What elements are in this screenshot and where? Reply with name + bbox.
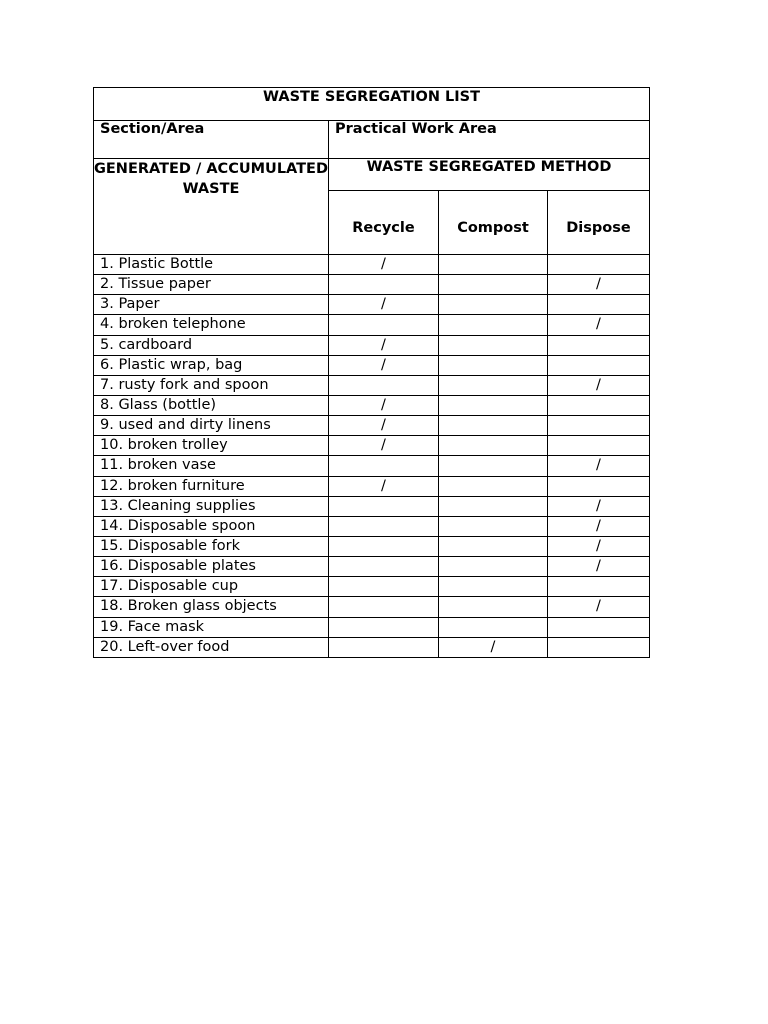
compost-mark xyxy=(439,516,548,536)
compost-mark xyxy=(439,295,548,315)
item-name: 15. Disposable fork xyxy=(94,536,329,556)
table-row xyxy=(94,516,650,536)
compost-mark xyxy=(439,536,548,556)
compost-mark xyxy=(439,395,548,415)
compost-mark xyxy=(439,496,548,516)
compost-mark xyxy=(439,436,548,456)
column-header-recycle: Recycle xyxy=(329,191,439,255)
recycle-mark xyxy=(329,456,439,476)
item-name: 11. broken vase xyxy=(94,456,329,476)
table-row xyxy=(94,295,650,315)
dispose-mark xyxy=(548,295,650,315)
dispose-mark: / xyxy=(548,536,650,556)
recycle-mark xyxy=(329,516,439,536)
item-name: 19. Face mask xyxy=(94,617,329,637)
compost-mark xyxy=(439,456,548,476)
compost-mark xyxy=(439,255,548,275)
dispose-mark xyxy=(548,355,650,375)
compost-mark xyxy=(439,557,548,577)
recycle-mark xyxy=(329,557,439,577)
recycle-mark: / xyxy=(329,436,439,456)
dispose-mark: / xyxy=(548,516,650,536)
column-header-compost: Compost xyxy=(439,191,548,255)
table-row xyxy=(94,315,650,335)
table-row xyxy=(94,577,650,597)
recycle-mark: / xyxy=(329,355,439,375)
item-name: 5. cardboard xyxy=(94,335,329,355)
dispose-mark xyxy=(548,637,650,657)
table-row xyxy=(94,597,650,617)
table-row xyxy=(94,395,650,415)
table-row xyxy=(94,476,650,496)
dispose-mark: / xyxy=(548,597,650,617)
table-row xyxy=(94,617,650,637)
title-row xyxy=(94,88,650,121)
item-name: 17. Disposable cup xyxy=(94,577,329,597)
table-body xyxy=(94,88,650,658)
dispose-mark xyxy=(548,617,650,637)
item-name: 12. broken furniture xyxy=(94,476,329,496)
table-row xyxy=(94,275,650,295)
generated-waste-header: GENERATED / ACCUMULATED WASTE xyxy=(94,159,329,255)
table-row xyxy=(94,496,650,516)
compost-mark xyxy=(439,416,548,436)
compost-mark xyxy=(439,375,548,395)
item-name: 18. Broken glass objects xyxy=(94,597,329,617)
recycle-mark xyxy=(329,536,439,556)
item-name: 14. Disposable spoon xyxy=(94,516,329,536)
recycle-mark xyxy=(329,617,439,637)
recycle-mark xyxy=(329,577,439,597)
recycle-mark xyxy=(329,597,439,617)
waste-segregation-table xyxy=(93,87,650,658)
recycle-mark: / xyxy=(329,295,439,315)
recycle-mark: / xyxy=(329,476,439,496)
recycle-mark xyxy=(329,315,439,335)
recycle-mark: / xyxy=(329,255,439,275)
dispose-mark: / xyxy=(548,315,650,335)
table-row xyxy=(94,355,650,375)
table-row xyxy=(94,416,650,436)
dispose-mark xyxy=(548,335,650,355)
compost-mark xyxy=(439,315,548,335)
dispose-mark xyxy=(548,577,650,597)
compost-mark xyxy=(439,275,548,295)
item-name: 1. Plastic Bottle xyxy=(94,255,329,275)
section-value: Practical Work Area xyxy=(329,121,650,159)
dispose-mark xyxy=(548,436,650,456)
item-name: 6. Plastic wrap, bag xyxy=(94,355,329,375)
recycle-mark: / xyxy=(329,395,439,415)
compost-mark xyxy=(439,335,548,355)
dispose-mark: / xyxy=(548,456,650,476)
table-row xyxy=(94,637,650,657)
table-row xyxy=(94,536,650,556)
item-name: 16. Disposable plates xyxy=(94,557,329,577)
dispose-mark xyxy=(548,476,650,496)
item-name: 13. Cleaning supplies xyxy=(94,496,329,516)
dispose-mark: / xyxy=(548,496,650,516)
item-name: 9. used and dirty linens xyxy=(94,416,329,436)
method-header: WASTE SEGREGATED METHOD xyxy=(329,159,650,191)
recycle-mark: / xyxy=(329,416,439,436)
compost-mark xyxy=(439,476,548,496)
table-row xyxy=(94,335,650,355)
document-title: WASTE SEGREGATION LIST xyxy=(94,88,650,121)
recycle-mark xyxy=(329,496,439,516)
item-name: 20. Left-over food xyxy=(94,637,329,657)
compost-mark xyxy=(439,577,548,597)
dispose-mark: / xyxy=(548,557,650,577)
compost-mark xyxy=(439,617,548,637)
section-row xyxy=(94,121,650,159)
recycle-mark xyxy=(329,375,439,395)
dispose-mark: / xyxy=(548,375,650,395)
recycle-mark: / xyxy=(329,335,439,355)
table-row xyxy=(94,375,650,395)
compost-mark xyxy=(439,597,548,617)
compost-mark xyxy=(439,355,548,375)
table-row xyxy=(94,456,650,476)
recycle-mark xyxy=(329,637,439,657)
table-row xyxy=(94,557,650,577)
item-name: 2. Tissue paper xyxy=(94,275,329,295)
dispose-mark: / xyxy=(548,275,650,295)
dispose-mark xyxy=(548,416,650,436)
table-row xyxy=(94,436,650,456)
method-header-row xyxy=(94,159,650,191)
item-name: 8. Glass (bottle) xyxy=(94,395,329,415)
dispose-mark xyxy=(548,255,650,275)
section-label: Section/Area xyxy=(94,121,329,159)
item-name: 7. rusty fork and spoon xyxy=(94,375,329,395)
column-header-dispose: Dispose xyxy=(548,191,650,255)
item-name: 4. broken telephone xyxy=(94,315,329,335)
compost-mark: / xyxy=(439,637,548,657)
table-row xyxy=(94,255,650,275)
dispose-mark xyxy=(548,395,650,415)
recycle-mark xyxy=(329,275,439,295)
item-name: 3. Paper xyxy=(94,295,329,315)
item-name: 10. broken trolley xyxy=(94,436,329,456)
